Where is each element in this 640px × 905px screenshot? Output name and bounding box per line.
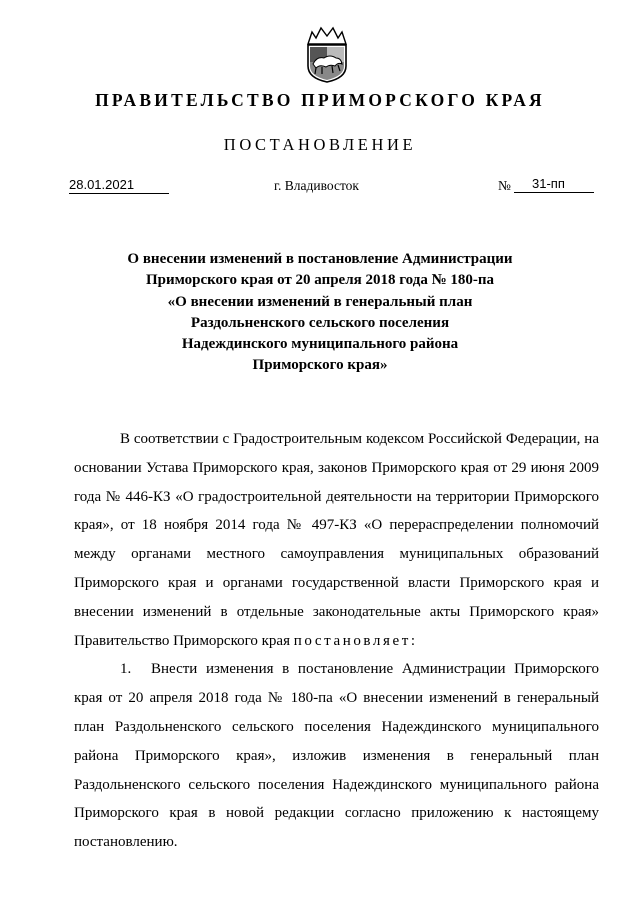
item-1-number: 1. [120, 661, 132, 678]
subject-line: Надеждинского муниципального района [181, 336, 459, 353]
document-number: 31-пп [514, 176, 594, 193]
government-title: ПРАВИТЕЛЬСТВО ПРИМОРСКОГО КРАЯ [95, 90, 545, 110]
document-body [74, 425, 599, 857]
decree-word: постановляет: [293, 632, 418, 649]
subject-line: О внесении изменений в постановление Администрации [127, 251, 513, 267]
item-1-paragraph [74, 655, 599, 857]
document-subject [0, 249, 640, 377]
subject-line: Приморского края от 20 апреля 2018 года № 180-па [145, 272, 495, 289]
preamble-paragraph [74, 425, 599, 655]
item-1-text: Внести изменения в постановление Администрации Приморского края от 20 апреля 2018 года № 180-па «О внесении изменений в генеральный план Раздольненского сельского поселения Надеждинского муниципального района Приморского края», изложив изменения в генеральный план Раздольненского сельского поселения Надеждинского муниципального района Приморского края в новой редакции согласно приложению к настоящему постановлению. [74, 661, 599, 851]
document-date: 28.01.2021 [69, 177, 169, 194]
subject-line: Приморского края» [252, 357, 388, 374]
preamble-text: В соответствии с Градостроительным кодексом Российской Федерации, на основании Устава Приморского края, законов Приморского края от 29 июня 2009 года № 446-КЗ «О градостроительной деятельности на территории Приморского края», от 18 ноября 2014 года № 497-КЗ «О перераспределении полномочий между органами местного самоуправления муниципальных образований Приморского края и органами государственной власти Приморского края и внесении изменений в отдельные законодательные акты Приморского края» Правительство Приморского края [74, 431, 599, 649]
document-city: г. Владивосток [274, 178, 359, 193]
number-label: № [498, 178, 511, 193]
subject-line: «О внесении изменений в генеральный план [167, 293, 473, 310]
subject-line: Раздольненского сельского поселения [190, 314, 450, 331]
coat-of-arms-icon [302, 22, 352, 84]
document-type: ПОСТАНОВЛЕНИЕ [223, 135, 417, 154]
